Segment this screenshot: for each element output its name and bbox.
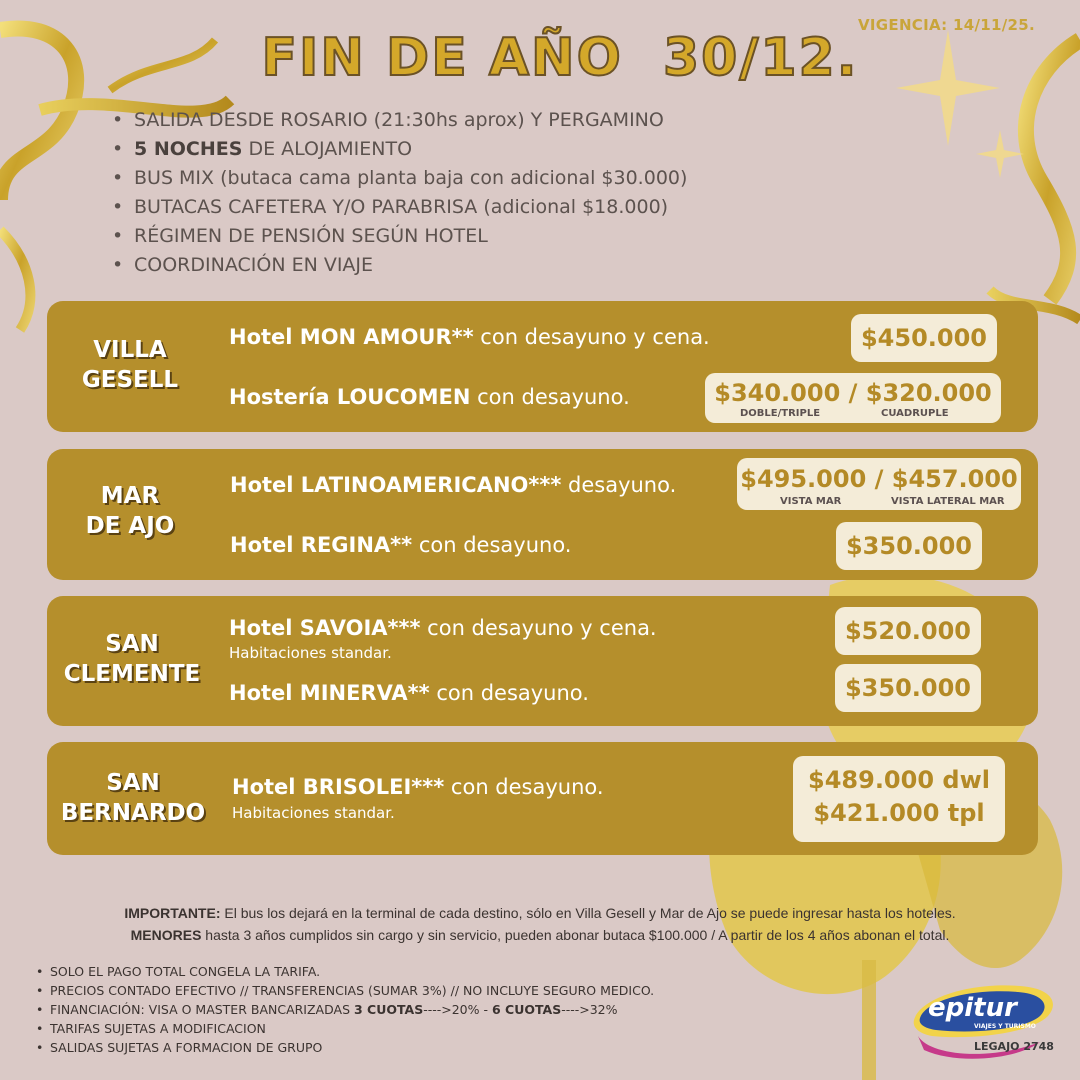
- price-badge: $495.000 / $457.000: [737, 458, 1021, 510]
- destination-name: MAR DE AJO: [85, 483, 175, 539]
- destination-card-mar-de-ajo: [47, 449, 1038, 580]
- svg-text:LEGAJO 2748: LEGAJO 2748: [974, 1040, 1054, 1053]
- feature-item: • COORDINACIÓN EN VIAJE: [134, 251, 687, 280]
- destination-card-villa-gesell: [47, 301, 1038, 432]
- feature-item: • RÉGIMEN DE PENSIÓN SEGÚN HOTEL: [134, 222, 687, 251]
- features-list: [112, 106, 687, 280]
- room-note: Habitaciones standar.: [229, 644, 392, 662]
- terms-list: [36, 962, 654, 1057]
- price-label: CUADRUPLE: [881, 408, 949, 419]
- destination-card-san-clemente: [47, 596, 1038, 726]
- hotel-line: Hotel BRISOLEI*** con desayuno.: [232, 775, 604, 799]
- price-badge: $450.000: [851, 314, 997, 362]
- destination-name: SAN BERNARDO: [60, 770, 206, 826]
- validity-date: VIGENCIA: 14/11/25.: [858, 16, 1035, 34]
- price-badge: $350.000: [835, 664, 981, 712]
- important-notice: IMPORTANTE: El bus los dejará en la terminal de cada destino, sólo en Villa Gesell y Mar de Ajo se puede ingresar hasta los hoteles. MENORES hasta 3 años cumplidos sin cargo y sin servicio, pueden abonar butaca $100.000 / A partir de los 4 años abonan el total.: [124, 905, 956, 943]
- price-badge: $340.000 / $320.000: [705, 373, 1001, 423]
- price-badge: $350.000: [836, 522, 982, 570]
- svg-text:epitur: epitur: [928, 993, 1017, 1023]
- room-note: Habitaciones standar.: [232, 804, 395, 822]
- terms-item: • TARIFAS SUJETAS A MODIFICACION: [50, 1019, 654, 1038]
- price-label: VISTA LATERAL MAR: [891, 496, 1005, 507]
- feature-item: • 5 NOCHES DE ALOJAMIENTO: [134, 135, 687, 164]
- price-badge: $520.000: [835, 607, 981, 655]
- hotel-line: Hostería LOUCOMEN con desayuno.: [229, 385, 630, 409]
- epitur-logo: [910, 976, 1060, 1066]
- terms-item: • SALIDAS SUJETAS A FORMACION DE GRUPO: [50, 1038, 654, 1057]
- destination-name: VILLA GESELL: [81, 337, 179, 393]
- feature-item: • BUS MIX (butaca cama planta baja con adicional $30.000): [134, 164, 687, 193]
- terms-item: • FINANCIACIÓN: VISA O MASTER BANCARIZADAS 3 CUOTAS---->20% - 6 CUOTAS---->32%: [50, 1000, 654, 1019]
- terms-item: • SOLO EL PAGO TOTAL CONGELA LA TARIFA.: [50, 962, 654, 981]
- hotel-line: Hotel SAVOIA*** con desayuno y cena.: [229, 616, 657, 640]
- hotel-line: Hotel LATINOAMERICANO*** desayuno.: [230, 473, 677, 497]
- destination-card-san-bernardo: [47, 742, 1038, 855]
- price-label: VISTA MAR: [780, 496, 842, 507]
- destination-name: SAN CLEMENTE: [63, 631, 201, 687]
- hotel-line: Hotel MON AMOUR** con desayuno y cena.: [229, 325, 710, 349]
- feature-item: • BUTACAS CAFETERA Y/O PARABRISA (adicional $18.000): [134, 193, 687, 222]
- price-label: DOBLE/TRIPLE: [740, 408, 821, 419]
- svg-text:VIAJES Y TURISMO: VIAJES Y TURISMO: [974, 1023, 1036, 1030]
- terms-item: • PRECIOS CONTADO EFECTIVO // TRANSFERENCIAS (SUMAR 3%) // NO INCLUYE SEGURO MEDICO.: [50, 981, 654, 1000]
- price-badge: $489.000 dwl $421.000 tpl: [793, 756, 1005, 842]
- hotel-line: Hotel MINERVA** con desayuno.: [229, 681, 589, 705]
- page-title: FIN DE AÑO 30/12.: [261, 28, 859, 88]
- feature-item: • SALIDA DESDE ROSARIO (21:30hs aprox) Y PERGAMINO: [134, 106, 687, 135]
- hotel-line: Hotel REGINA** con desayuno.: [230, 533, 572, 557]
